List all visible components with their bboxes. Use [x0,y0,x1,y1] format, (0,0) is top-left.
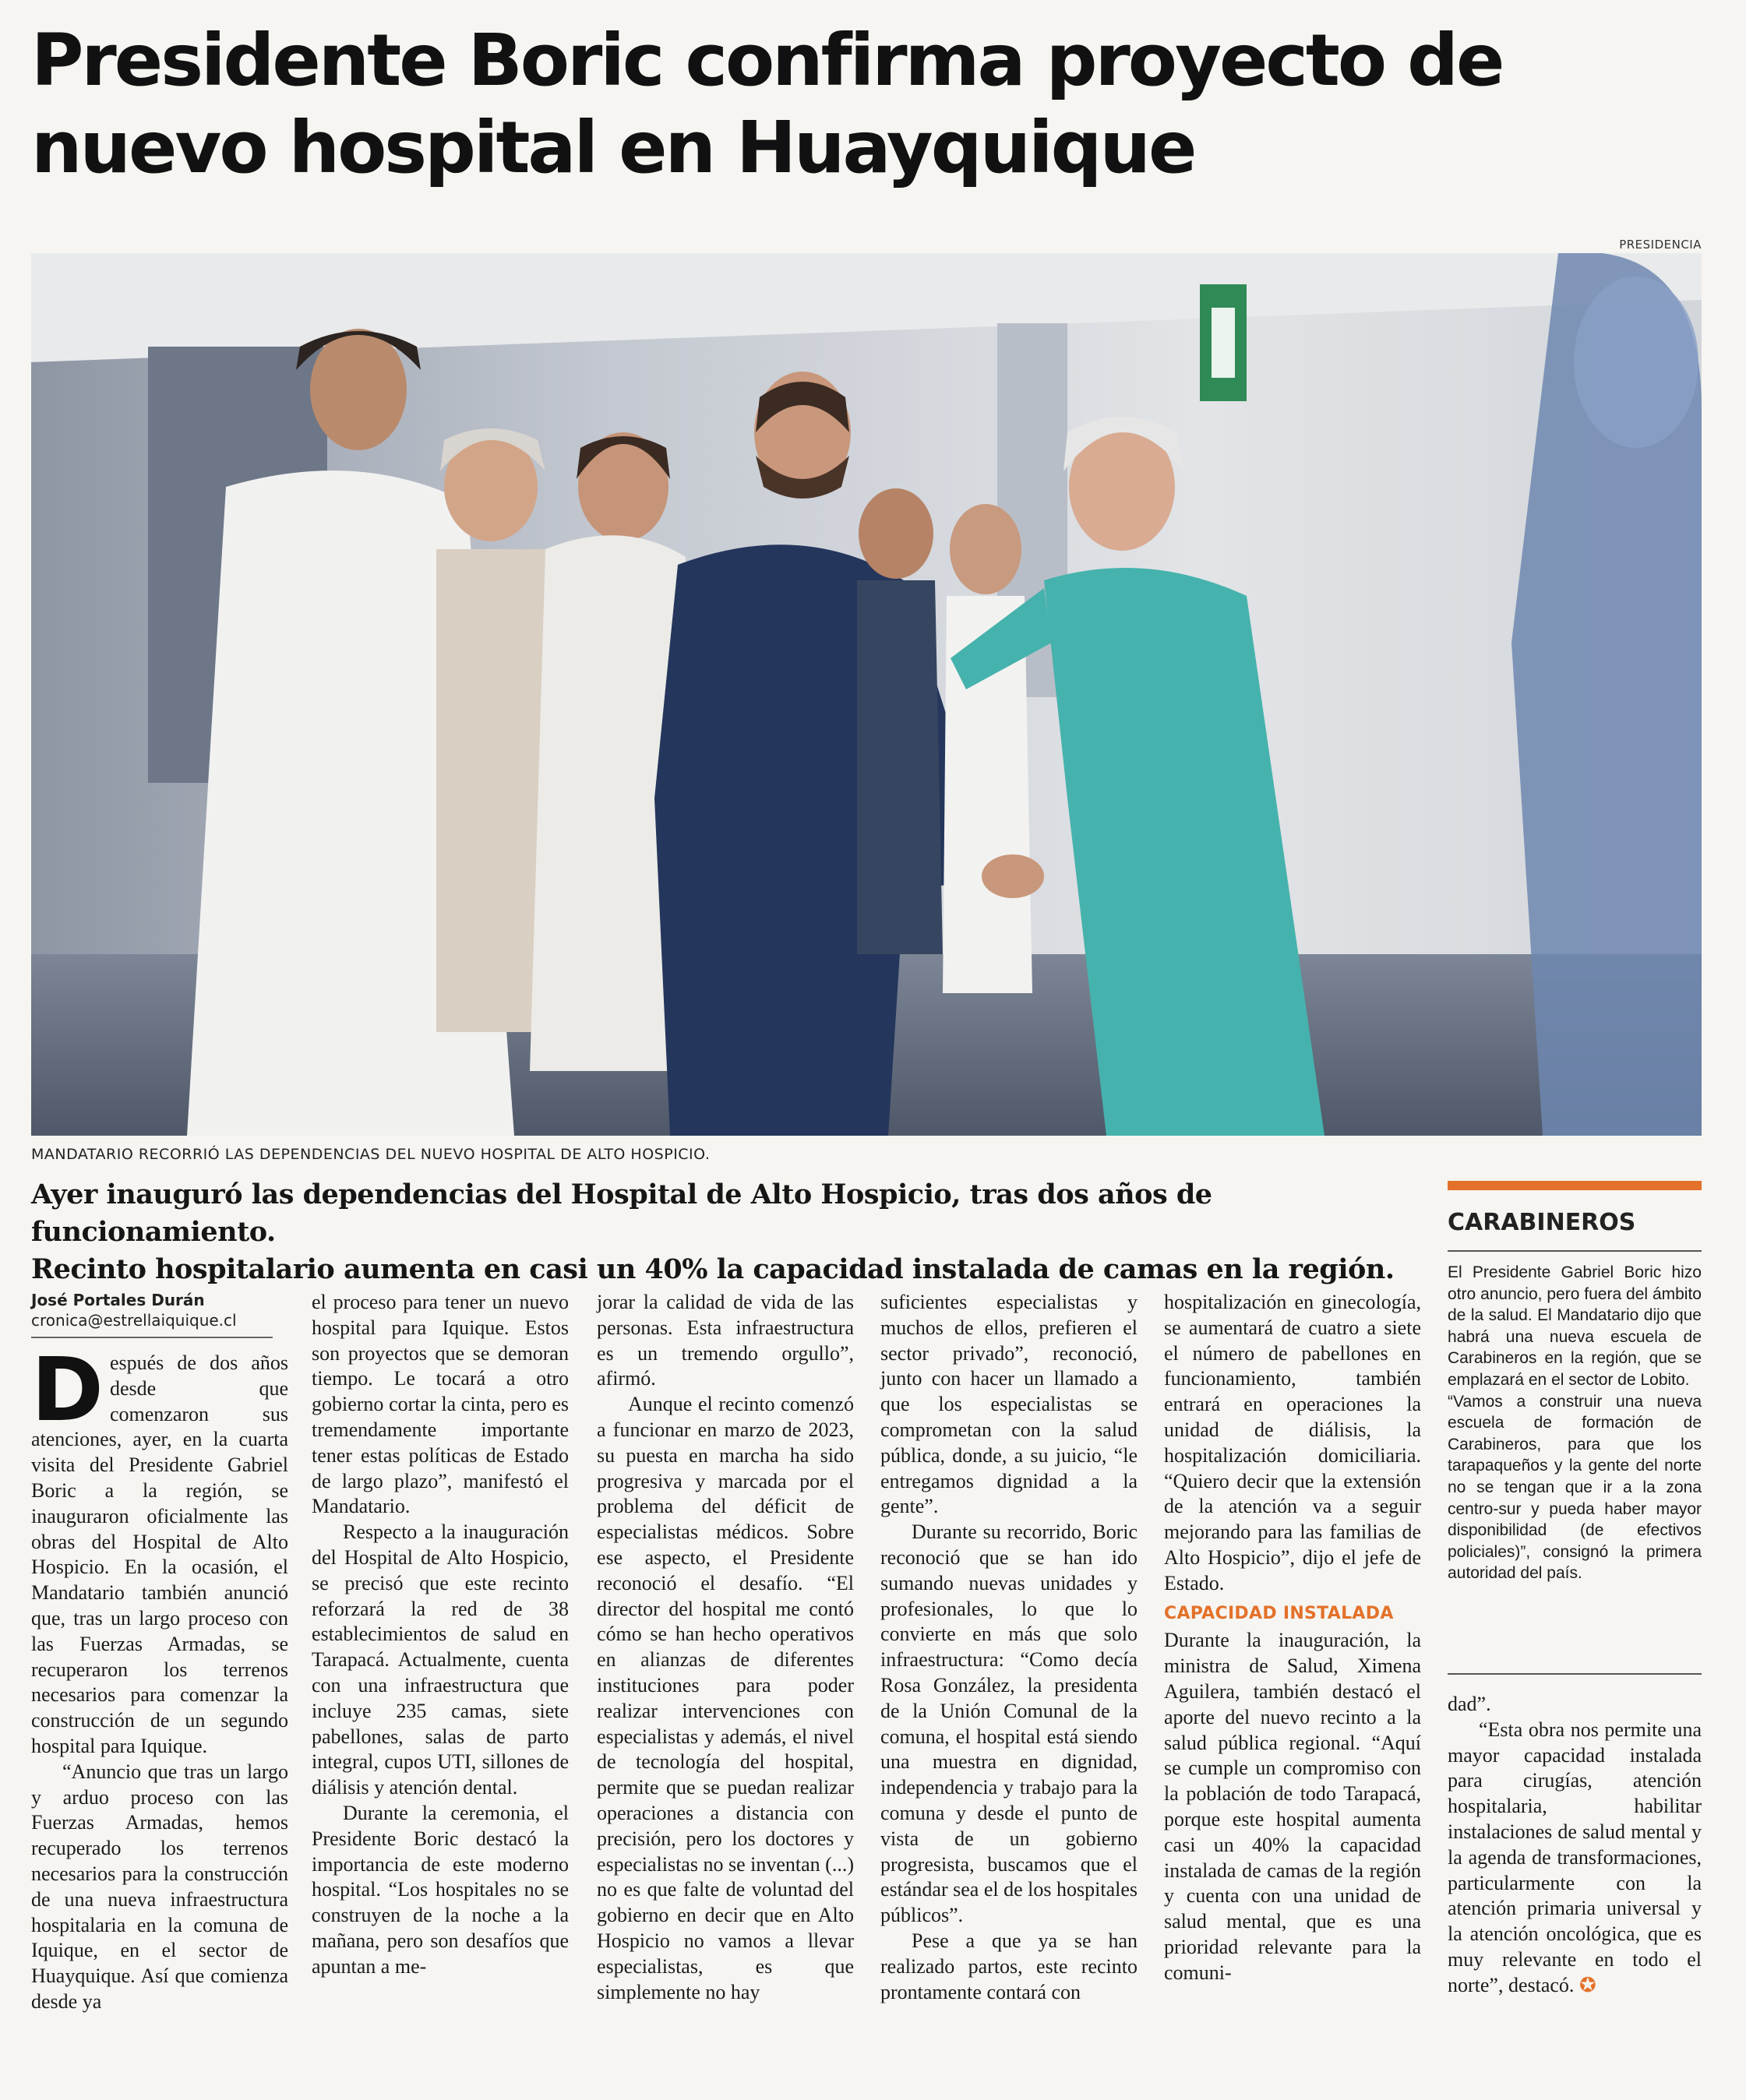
byline-email: cronica@estrellaiquique.cl [31,1311,237,1330]
paragraph: el proceso para tener un nuevo hospital para Iquique. Estos son proyectos que se demoran tiempo. Le tocará a otro gobierno cortar la cinta, pero es tremendamente importante tener estas políticas de Estado de largo plazo”, manifestó el Mandatario. [312,1291,569,1518]
sidebar-accent-rule [1448,1181,1702,1190]
sidebar-end-divider [1448,1673,1702,1675]
paragraph: “Anuncio que tras un largo y arduo proceso con las Fuerzas Armadas, hemos recuperado los terrenos necesarios para la construcción de una nueva infraestructura hospitalaria en la comuna de Iquique, en el sector de Huayquique. Así que comienza desde ya [31,1760,288,2013]
paragraph: Pese a que ya se han realizado partos, este recinto prontamente contará con [880,1929,1138,2003]
lead-line: Ayer inauguró las dependencias del Hospital de Alto Hospicio, tras dos años de funcionamiento. [31,1179,1212,1248]
paragraph: hospitalización en ginecología, se aumentará de cuatro a siete el número de pabellones en funcionamiento, también entrará en operaciones la unidad de diálisis, la hospitalización domiciliaria. “Quiero decir que la extensión de la atención va a seguir mejorando para las familias de Alto Hospicio”, dijo el jefe de Estado. [1164,1291,1421,1594]
paragraph: Durante su recorrido, Boric reconoció que se han ido sumando nuevas unidades y profesionales, lo que lo convierte en más que solo infraestructura: “Como decía Rosa González, la presidenta de la Unión Comunal de la comuna, el hospital está siendo una muestra en dignidad, independencia y trabajo para la comuna y desde el punto de vista de un gobierno progresista, buscamos que el estándar sea el de los hospitales públicos”. [880,1520,1138,1927]
paragraph: Respecto a la inauguración del Hospital de Alto Hospicio, se precisó que este recinto reforzará la red de 38 establecimientos de salud en Tarapacá. Actualmente, cuenta con una infraestructura que incluye 235 camas, siete pabellones, salas de parto integral, cupos UTI, sillones de diálisis y atención dental. [312,1520,569,1799]
paragraph [31,1340,288,1760]
photo-caption: MANDATARIO RECORRIÓ LAS DEPENDENCIAS DEL NUEVO HOSPITAL DE ALTO HOSPICIO. [31,1146,711,1163]
sidebar-title: CARABINEROS [1448,1209,1636,1236]
subhead: CAPACIDAD INSTALADA [1164,1603,1394,1623]
paragraph [1448,1718,1702,1999]
paragraph-text: espués de dos años desde que comenzaron sus atenciones, ayer, en la cuarta visita del Presidente Gabriel Boric a la región, se inauguraron oficialmente las obras del Hospital de Alto Hospicio. En la ocasión, el Mandatario también anunció que, tras un largo proceso con las Fuerzas Armadas, se recuperaron los terrenos necesarios para comenzar la construcción de un segundo hospital para Iquique. [31,1351,288,1757]
photo-credit: PRESIDENCIA [1619,238,1702,252]
paragraph: Aunque el recinto comenzó a funcionar en marzo de 2023, su puesta en marcha ha sido progresiva y marcada por el problema del déficit de especialistas médicos. Sobre ese aspecto, el Presidente reconoció el desafío. “El director del hospital me contó cómo se han hecho operativos en alianzas de diferentes instituciones para poder realizar intervenciones con especialistas y además, el nivel de tecnología del hospital, permite que se puedan realizar operaciones a distancia con precisión, pero los doctores y especialistas no se inventan (...) no es que falte de voluntad del gobierno en decir que en Alto Hospicio no vamos a llevar especialistas, es que simplemente no hay [597,1393,854,2003]
article-column-2 [312,1290,569,1980]
lead-line: Recinto hospitalario aumenta en casi un 40% la capacidad instalada de camas en la región. [31,1253,1395,1285]
paragraph: jorar la calidad de vida de las personas. Esta infraestructura es un tremendo orgullo”, afirmó. [597,1291,854,1390]
article-column-3 [597,1290,854,2005]
paragraph: Durante la ceremonia, el Presidente Boric destacó la importancia de este moderno hospital. “Los hospitales no se construyen de la noche a la mañana, pero son desafíos que apuntan a me- [312,1801,569,1978]
lead [31,1176,1418,1288]
byline-divider [31,1337,273,1338]
sidebar-paragraph: “Vamos a construir una nueva escuela de formación de Carabineros, para que los tarapaqueños y la gente del norte no se tengan que ir a la zona centro-sur y pueda haber mayor disponibilidad (de efectivos policiales)”, consignó la primera autoridad del país. [1448,1392,1702,1583]
end-mark-icon: ✪ [1578,1973,1596,1997]
sidebar-paragraph: El Presidente Gabriel Boric hizo otro anuncio, pero fuera del ámbito de la salud. El Mandatario dijo que habrá una nueva escuela de Carabineros en la región, que se emplazará en el sector de Lobito. [1448,1263,1702,1389]
article-column-5 [1164,1290,1421,1986]
sidebar-text [1448,1262,1702,1584]
article-column-4 [880,1290,1138,2005]
paragraph: Durante la inauguración, la ministra de Salud, Ximena Aguilera, también destacó el aporte del nuevo recinto a la salud pública regional. “Aquí se cumple un compromiso con la población de todo Tarapacá, porque este hospital aumenta casi un 40% la capacidad instalada de camas de la región y cuenta con una unidad de salud mental, que es una prioridad relevante para la comuni- [1164,1629,1421,1984]
paragraph-text: “Esta obra nos permite una mayor capacidad instalada para cirugías, atención hospitalaria, habilitar instalaciones de salud mental y la agenda de transformaciones, particularmente con la atención primaria universal y la atención oncológica, que es muy relevante en todo el norte”, destacó. [1448,1718,1702,1996]
drop-cap: D [31,1340,104,1441]
article-column-6 [1448,1692,1702,1999]
news-photo [31,253,1702,1136]
byline [31,1290,273,1330]
photo-illustration [31,253,1702,1136]
headline: Presidente Boric confirma proyecto de nuevo hospital en Huayquique [31,19,1503,189]
sidebar-divider [1448,1250,1702,1252]
byline-author: José Portales Durán [31,1291,205,1309]
paragraph: suficientes especialistas y muchos de ellos, prefieren el sector privado”, reconoció, junto con hacer un llamado a que los especialistas se comprometan con la salud pública, donde, a su juicio, “le entregamos dignidad a la gente”. [880,1291,1138,1518]
article-column-1 [31,1340,288,2015]
paragraph: dad”. [1448,1693,1491,1715]
